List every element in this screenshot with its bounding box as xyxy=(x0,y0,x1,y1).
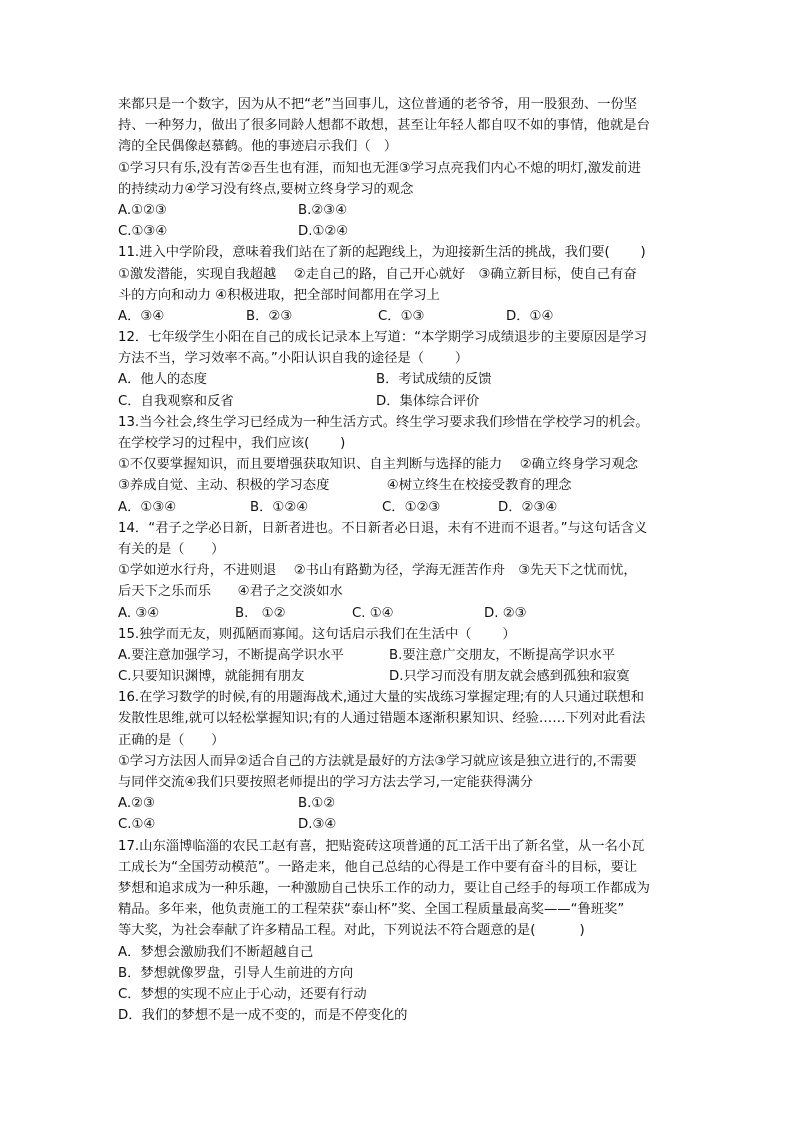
q11-stem-2: ①激发潜能，实现自我超越 ②走自己的路，自己开心就好 ③确立新目标，使自己有奋 xyxy=(118,266,637,282)
q10-line-1: 来都只是一个数字，因为从不把“老”当回事儿，这位普通的老爷爷，用一股狠劲、一份坚 xyxy=(118,97,638,112)
q13-stem-1: 13.当今社会,终生学习已经成为一种生活方式。终生学习要求我们珍惜在学校学习的机会。 xyxy=(118,414,649,430)
q12-stem-2: 方法不当，学习效率不高。”小阳认识自我的途径是（ ） xyxy=(118,351,469,367)
q10-line-5: 的持续动力④学习没有终点,要树立终身学习的观念 xyxy=(118,181,414,197)
q11-option-b: B．②③ xyxy=(246,308,293,324)
q13-stem-4: ③养成自觉、主动、积极的学习态度 ④树立终生在校接受教育的理念 xyxy=(118,478,572,494)
q14-stem-3: ①学如逆水行舟，不进则退 ②书山有路勤为径，学海无涯苦作舟 ③先天下之忧而忧， xyxy=(118,563,637,579)
q10-option-b: B.②③④ xyxy=(298,202,348,218)
q10-options-row-2 xyxy=(118,221,678,242)
q15-option-d: D.只学习而没有朋友就会感到孤独和寂寞 xyxy=(389,669,630,685)
q17-stem-2: 工成长为“全国劳动模范”。一路走来，他自己总结的心得是工作中要有奋斗的目标，要让 xyxy=(118,859,638,875)
q17-option-c: C．梦想的实现不应止于心动，还要有行动 xyxy=(118,986,367,1002)
q15-option-b: B.要注意广交朋友，不断提高学识水平 xyxy=(389,647,616,663)
q10-line-4: ①学习只有乐,没有苦②吾生也有涯，而知也无涯③学习点亮我们内心不熄的明灯,激发前进 xyxy=(118,160,641,176)
q17-option-b: B．梦想就像罗盘，引导人生前进的方向 xyxy=(118,965,354,981)
q15-stem-1: 15.独学而无友，则孤陋而寡闻。这句话启示我们在生活中（ ） xyxy=(118,626,516,642)
q10-options-row-1 xyxy=(118,200,678,221)
q16-option-d: D.③④ xyxy=(298,817,337,833)
q11-stem-1: 11.进入中学阶段，意味着我们站在了新的起跑线上，为迎接新生活的挑战，我们要( ) xyxy=(118,245,646,261)
q11-option-c: C．①③ xyxy=(378,308,425,324)
q16-options-row-1 xyxy=(118,793,678,814)
q10-option-a: A.①②③ xyxy=(118,202,167,218)
q17-stem-5: 等大奖，为社会奉献了许多精品工程。对此，下列说法不符合题意的是( ) xyxy=(118,923,585,939)
q13-option-a: A．①③④ xyxy=(118,499,177,515)
q14-stem-4: 后天下之乐而乐 ④君子之交淡如水 xyxy=(118,584,343,600)
q17-option-a: A．梦想会激励我们不断超越自己 xyxy=(118,944,314,960)
q16-stem-4: ①学习方法因人而异②适合自己的方法就是最好的方法③学习就应该是独立进行的,不需要 xyxy=(118,753,637,769)
q12-option-c: C．自我观察和反省 xyxy=(118,393,234,409)
q17-stem-1: 17.山东淄博临淄的农民工赵有喜，把贴瓷砖这项普通的瓦工活干出了新名堂，从一名小瓦 xyxy=(118,838,645,854)
q12-option-a: A．他人的态度 xyxy=(118,372,207,388)
q14-stem-1: 14．“君子之学必日新，日新者进也。不日新者必日退，未有不进而不退者。”与这句话含义 xyxy=(118,520,648,536)
q10-option-d: D.①②④ xyxy=(298,224,349,240)
q12-options-row-2 xyxy=(118,391,678,412)
q12-option-b: B．考试成绩的反馈 xyxy=(376,372,492,388)
q13-options xyxy=(118,497,678,518)
q16-stem-5: 与同伴交流④我们只要按照老师提出的学习方法去学习,一定能获得满分 xyxy=(118,775,534,790)
q13-stem-2: 在学校学习的过程中，我们应该( ) xyxy=(118,436,346,451)
q12-option-d: D．集体综合评价 xyxy=(376,393,480,409)
q14-option-d: D. ②③ xyxy=(484,605,527,621)
q11-stem-3: 斗的方向和动力 ④积极进取，把全部时间都用在学习上 xyxy=(118,287,440,303)
q14-option-c: C. ①④ xyxy=(352,605,394,621)
q13-option-d: D．②③④ xyxy=(498,499,558,515)
q12-stem-1: 12．七年级学生小阳在自己的成长记录本上写道：“本学期学习成绩退步的主要原因是学习 xyxy=(118,330,648,346)
q16-option-b: B.①② xyxy=(298,796,336,812)
q14-option-b: B. ①② xyxy=(235,605,286,621)
q13-stem-3: ①不仅要掌握知识，而且要增强获取知识、自主判断与选择的能力 ②确立终身学习观念 xyxy=(118,457,639,473)
q10-line-2: 持、一种努力，做出了很多同龄人想都不敢想，甚至让年轻人都自叹不如的事情，他就是台 xyxy=(118,118,650,134)
q17-stem-4: 精品。多年来，他负责施工的工程荣获“泰山杯”奖、全国工程质量最高奖——“鲁班奖” xyxy=(118,902,625,918)
q10-option-c: C.①③④ xyxy=(118,224,168,240)
q17-option-d: D．我们的梦想不是一成不变的，而是不停变化的 xyxy=(118,1008,408,1024)
q16-option-c: C.①④ xyxy=(118,817,156,833)
q14-options xyxy=(118,603,678,624)
q13-option-b: B．①②④ xyxy=(250,499,309,515)
question-block xyxy=(118,94,678,1026)
q14-stem-2: 有关的是（ ） xyxy=(118,541,225,557)
q10-line-3: 湾的全民偶像赵慕鹤。他的事迹启示我们（ ） xyxy=(118,139,398,155)
q16-option-a: A.②③ xyxy=(118,796,155,812)
q15-option-a: A.要注意加强学习，不断提高学识水平 xyxy=(118,647,344,663)
q13-option-c: C．①②③ xyxy=(382,499,441,515)
q11-option-a: A．③④ xyxy=(118,308,165,324)
q17-stem-3: 梦想和追求成为一种乐趣，一种激励自己快乐工作的动力，要让自己经手的每项工作都成为 xyxy=(118,880,650,896)
q11-options xyxy=(118,306,678,327)
q11-option-d: D．①④ xyxy=(506,308,554,324)
q16-stem-2: 发散性思维,就可以轻松掌握知识;有的人通过错题本逐渐积累知识、经验……下列对此看法 xyxy=(118,711,646,727)
q16-stem-3: 正确的是（ ） xyxy=(118,732,225,748)
q12-options-row-1 xyxy=(118,369,678,390)
q14-option-a: A. ③④ xyxy=(118,605,160,621)
q16-stem-1: 16.在学习数学的时候,有的用题海战术,通过大量的实战练习掌握定理;有的人只通过联想和 xyxy=(118,690,645,706)
q16-options-row-2 xyxy=(118,814,678,835)
q15-options-row-1 xyxy=(118,645,678,666)
q15-options-row-2 xyxy=(118,666,678,687)
q15-option-c: C.只要知识渊博，就能拥有朋友 xyxy=(118,669,305,685)
